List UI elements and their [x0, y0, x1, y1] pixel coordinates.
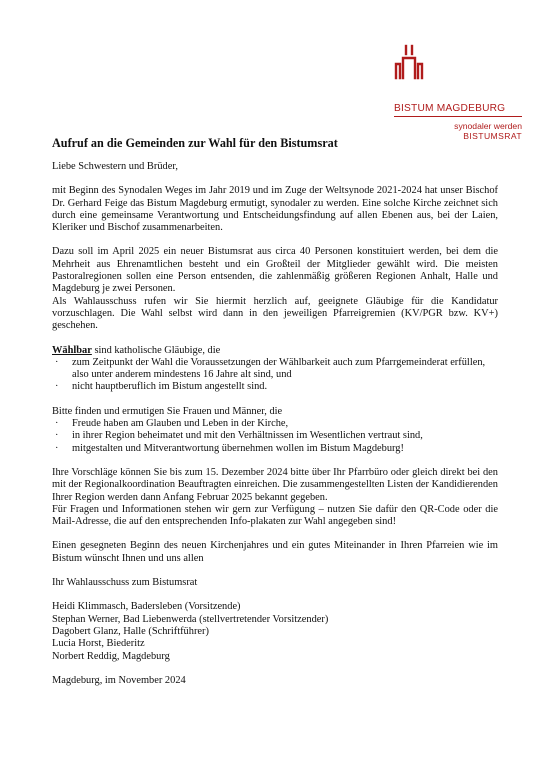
member-name: Stephan Werner, Bad Liebenwerda (stellvertretender Vorsitzender)	[52, 613, 329, 625]
ask-intro: Bitte finden und ermutigen Sie Frauen und Männer, die	[52, 405, 283, 417]
member-list	[52, 601, 498, 662]
member-name: Lucia Horst, Biederitz	[52, 638, 145, 650]
paragraph-blessing: Einen gesegneten Beginn des neuen Kirchenjahres und ein gutes Miteinander in Ihren Pfarreien wie im Bistum wünscht Ihnen und uns allen	[52, 540, 498, 564]
list-item: · Freude haben am Glauben und Leben in der Kirche,	[55, 418, 289, 430]
eligibility-keyword: Wählbar	[52, 344, 92, 356]
bullet-icon: ·	[55, 418, 59, 430]
paragraph-call: Als Wahlausschuss rufen wir Sie hiermit herzlich auf, geeignete Gläubige für die Kandidatur vorzuschlagen. Die Wahl selbst wird dann in den jeweiligen Pfarreigremien (KV/PGR bzw. KV+) geschehen.	[52, 295, 498, 332]
paragraph-questions: Für Fragen und Informationen stehen wir gern zur Verfügung – nutzen Sie dafür den QR-Code oder die Mail-Adresse, die auf den entsprechenden Info-plakaten zur Wahl angegeben sind!	[52, 503, 498, 528]
list-item: · zum Zeitpunkt der Wahl die Voraussetzungen der Wählbarkeit auch zum Pfarrgemeinderat erfüllen, also unter anderem mindestens 16 Jahre alt sind, und	[55, 356, 486, 381]
paragraph-intro: mit Beginn des Synodalen Weges im Jahr 2019 und im Zuge der Weltsynode 2021-2024 hat unser Bischof Dr. Gerhard Feige das Bistum Magdeburg ermutigt, synodaler zu werden. Eine solche Kirche zeichnet sich durch eine gemeinsame Verantwortung und Entscheidungsfindung auf allen Ebenen aus, bei der Laien, Kleriker und Bischof zusammenarbeiten.	[52, 185, 498, 234]
org-name: BISTUM MAGDEBURG	[394, 103, 522, 117]
member-name: Norbert Reddig, Magdeburg	[52, 650, 170, 662]
eligibility-list	[52, 357, 498, 394]
logo-bistumsrat: BISTUMSRAT	[463, 131, 522, 141]
eligibility-intro	[52, 345, 498, 357]
list-item: · in ihrer Region beheimatet und mit den Verhältnissen im Wesentlichen vertraut sind,	[55, 430, 423, 442]
eligibility-text: sind katholische Gläubige, die	[91, 344, 221, 356]
logo	[394, 44, 524, 141]
bistum-logo-mark-icon	[394, 44, 424, 80]
logo-tagline: synodaler werden	[454, 121, 522, 131]
ask-list	[52, 418, 498, 455]
member-name: Heidi Klimmasch, Badersleben (Vorsitzende)	[52, 601, 241, 613]
salutation: Liebe Schwestern und Brüder,	[52, 161, 178, 172]
list-item: · nicht hauptberuflich im Bistum angestellt sind.	[55, 381, 268, 393]
closing: Ihr Wahlausschuss zum Bistumsrat	[52, 577, 198, 589]
bullet-icon: ·	[55, 381, 59, 393]
bullet-icon: ·	[55, 430, 59, 442]
place-date: Magdeburg, im November 2024	[52, 674, 186, 686]
bullet-icon: ·	[55, 356, 59, 368]
letter-body	[52, 136, 498, 699]
member-name: Dagobert Glanz, Halle (Schriftführer)	[52, 625, 209, 637]
paragraph-bistumsrat: Dazu soll im April 2025 ein neuer Bistumsrat aus circa 40 Personen konstituiert werden, bei dem die Mehrheit aus Ehrenamtlichen besteht und ein Großteil der Mitglieder gewählt wird. Die meisten Pastoralregionen sollen eine Person entsenden, die zahlenmäßig größeren Regionen Anhalt, Halle und Magdeburg je zwei Personen.	[52, 246, 498, 295]
list-item: · mitgestalten und Mitverantwortung übernehmen wollen im Bistum Magdeburg!	[55, 442, 404, 454]
bullet-icon: ·	[55, 442, 59, 454]
page-title: Aufruf an die Gemeinden zur Wahl für den Bistumsrat	[52, 136, 338, 150]
paragraph-deadline: Ihre Vorschläge können Sie bis zum 15. Dezember 2024 bitte über Ihr Pfarrbüro oder gleich direkt bei den mit der Regionalkoordination Beauftragten einreichen. Die zusammengestellten Listen der Kandidierenden Ihrer Region werden dann Anfang Februar 2025 bekannt gegeben.	[52, 466, 498, 503]
